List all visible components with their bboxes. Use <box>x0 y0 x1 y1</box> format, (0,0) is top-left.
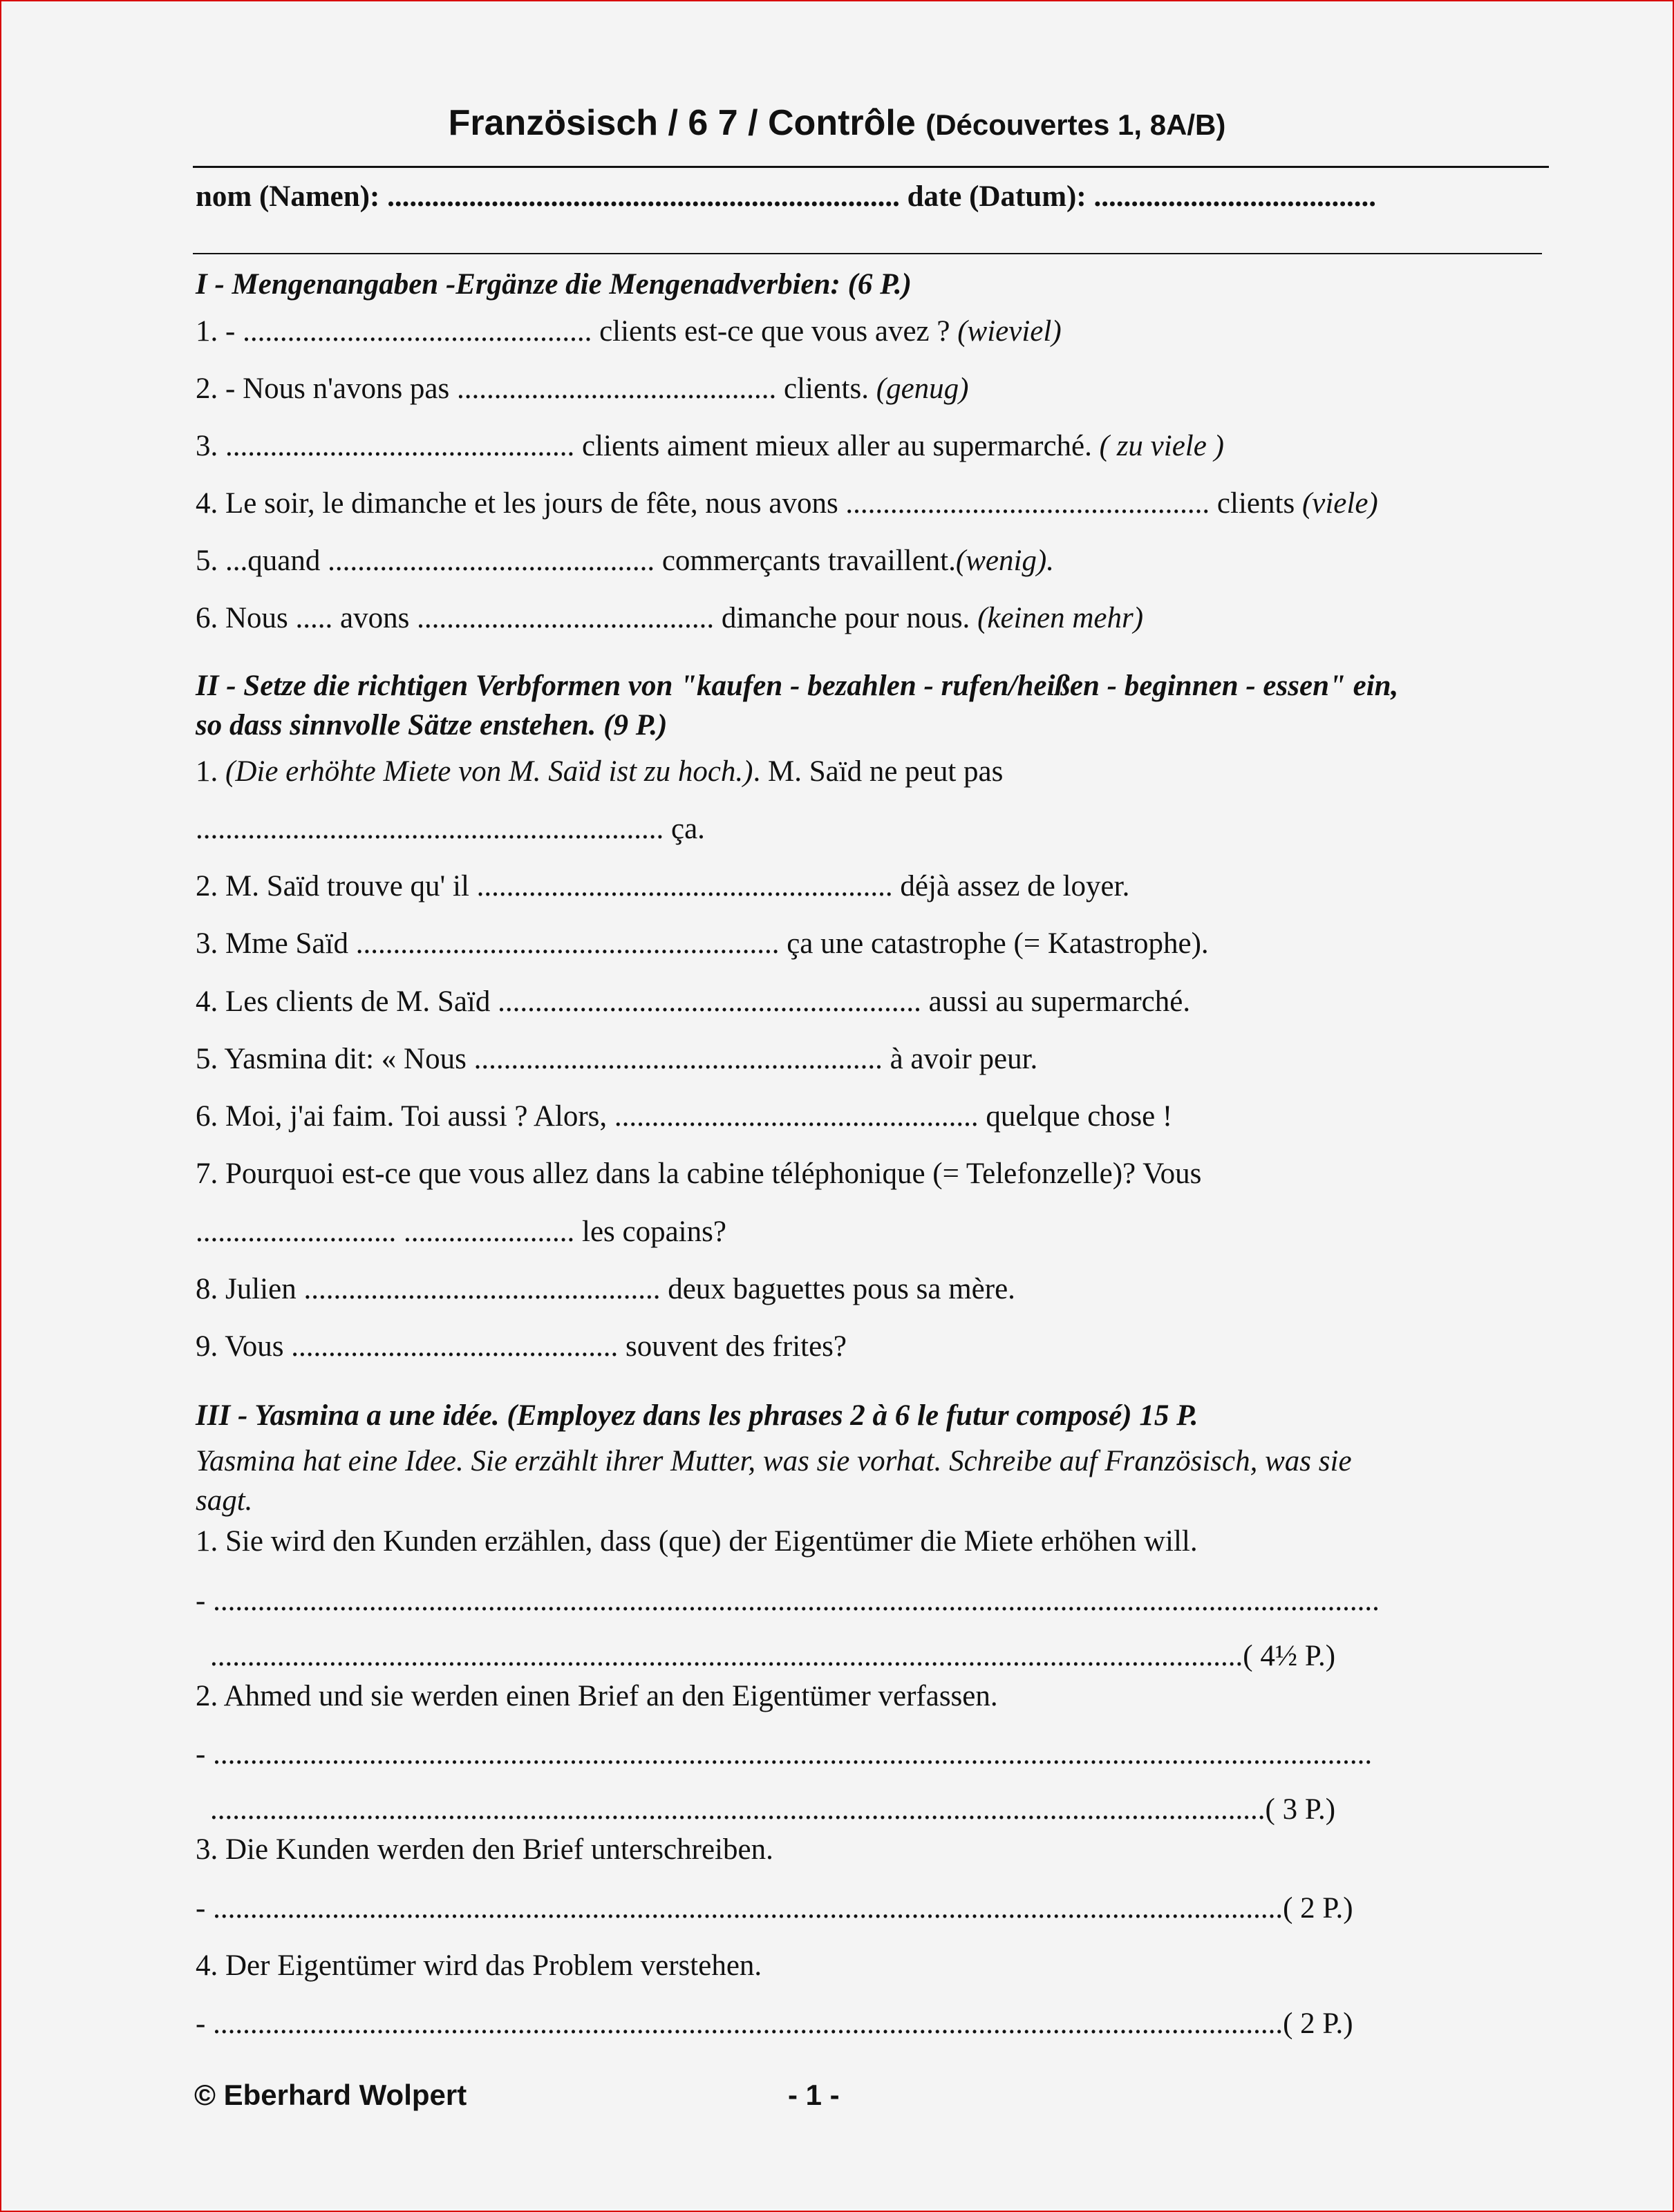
section1-item: 4. Le soir, le dimanche et les jours de fête, nous avons ................................................. clients (viele) <box>196 487 1378 520</box>
answer-line: - ................................................................................................................................................( 2 P.) <box>196 1892 1353 1925</box>
page-title <box>1 102 1673 144</box>
section2-item: 4. Les clients de M. Saïd ......................................................... aussi au supermarché. <box>196 985 1191 1018</box>
section1-item: 2. - Nous n'avons pas ........................................... clients. (genug) <box>196 372 969 405</box>
title-sub: (Découvertes 1, 8A/B) <box>925 108 1226 141</box>
answer-line: ..............................................................................................................................................( 3 P.) <box>210 1793 1336 1826</box>
section2-item: ........................... ....................... les copains? <box>196 1216 726 1248</box>
section2-item: 6. Moi, j'ai faim. Toi aussi ? Alors, ................................................. quelque chose ! <box>196 1100 1173 1133</box>
copyright: © Eberhard Wolpert <box>194 2079 467 2111</box>
section3-heading: III - Yasmina a une idée. (Employez dans les phrases 2 à 6 le futur composé) 15 P. <box>196 1399 1198 1432</box>
section2-item: 2. M. Saïd trouve qu' il ........................................................ déjà assez de loyer. <box>196 870 1130 902</box>
section2-item: 7. Pourquoi est-ce que vous allez dans la cabine téléphonique (= Telefonzelle)? Vous <box>196 1157 1202 1190</box>
section2-item: 5. Yasmina dit: « Nous ....................................................... à avoir peur. <box>196 1043 1038 1075</box>
section2-item: 9. Vous ............................................ souvent des frites? <box>196 1330 847 1363</box>
title-main: Französisch / 6 7 / Contrôle <box>448 103 916 143</box>
answer-line: - ............................................................................................................................................................ <box>196 1738 1373 1770</box>
header-rule <box>193 166 1549 168</box>
section3-question: 3. Die Kunden werden den Brief unterschreiben. <box>196 1833 773 1866</box>
page-number: - 1 - <box>788 2079 840 2111</box>
section2-item: 1. (Die erhöhte Miete von M. Saïd ist zu hoch.). M. Saïd ne peut pas <box>196 755 1004 788</box>
section3-question: 4. Der Eigentümer wird das Problem verstehen. <box>196 1949 762 1982</box>
section3-question: 2. Ahmed und sie werden einen Brief an den Eigentümer verfassen. <box>196 1680 998 1712</box>
answer-line: - ............................................................................................................................................................. <box>196 1585 1380 1617</box>
answer-line: - ................................................................................................................................................( 2 P.) <box>196 2007 1353 2040</box>
section2-heading-cont: so dass sinnvolle Sätze enstehen. (9 P.) <box>196 709 668 741</box>
name-date-line: nom (Namen): ..................................................................... date (Datum): ...................................... <box>196 180 1376 213</box>
section1-item: 3. ............................................... clients aiment mieux aller au supermarché. ( zu viele ) <box>196 430 1224 462</box>
section2-heading: II - Setze die richtigen Verbformen von "kaufen - bezahlen - rufen/heißen - beginnen - essen" ein, <box>196 670 1399 702</box>
name-rule <box>193 253 1542 254</box>
section1-heading: I - Mengenangaben -Ergänze die Mengenadverbien: (6 P.) <box>196 268 912 301</box>
section3-intro-cont: sagt. <box>196 1484 253 1517</box>
section3-question: 1. Sie wird den Kunden erzählen, dass (que) der Eigentümer die Miete erhöhen will. <box>196 1525 1198 1558</box>
section1-item: 5. ...quand ............................................ commerçants travaillent.(wenig). <box>196 545 1054 577</box>
section1-item: 1. - ............................................... clients est-ce que vous avez ? (wieviel) <box>196 315 1062 348</box>
section2-item: 8. Julien ................................................ deux baguettes pous sa mère. <box>196 1273 1015 1305</box>
section1-item: 6. Nous ..... avons ........................................ dimanche pour nous. (keinen mehr) <box>196 602 1144 634</box>
section2-item: ............................................................... ça. <box>196 813 705 845</box>
answer-line: ...........................................................................................................................................( 4½ P.) <box>210 1640 1336 1672</box>
section3-intro: Yasmina hat eine Idee. Sie erzählt ihrer Mutter, was sie vorhat. Schreibe auf Französisch, was sie <box>196 1445 1352 1477</box>
section2-item: 3. Mme Saïd ......................................................... ça une catastrophe (= Katastrophe). <box>196 927 1209 960</box>
